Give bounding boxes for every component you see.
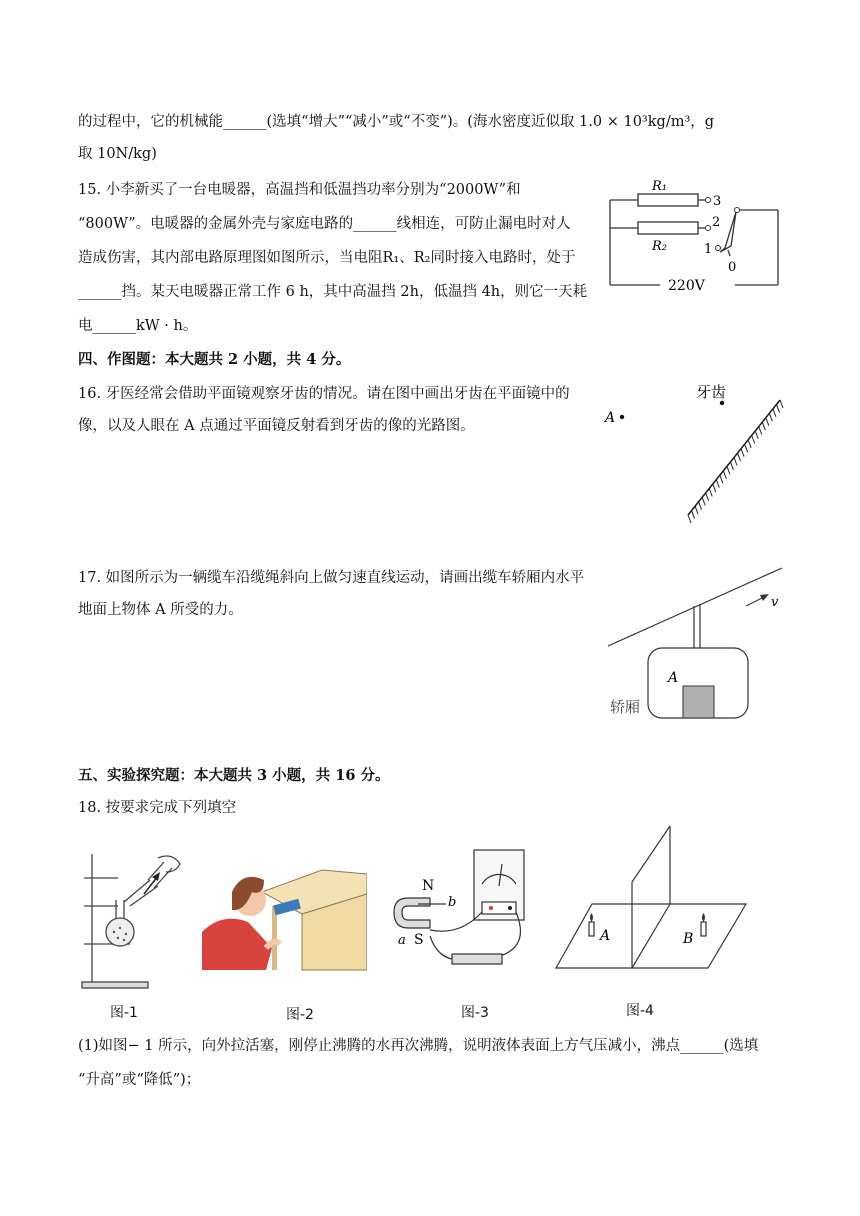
terminal-3: [706, 198, 711, 203]
q18-heading: 18. 按要求完成下列填空: [78, 800, 237, 816]
label-voltage: 220V: [668, 278, 705, 294]
cable-car-diagram: [606, 562, 786, 727]
resistor-r2: [638, 222, 698, 234]
caption-figure-2: 图-2: [286, 1007, 314, 1023]
label-cabin: 轿厢: [610, 698, 641, 716]
mirror-hatch-mark: [709, 488, 712, 496]
mirror-hatch-mark: [720, 475, 723, 483]
mirror-hatch-mark: [727, 466, 730, 474]
mirror-hatch-mark: [716, 480, 719, 488]
mirror-diagram: [600, 380, 790, 525]
circuit-diagram: [600, 170, 790, 295]
label-v: v: [771, 595, 779, 610]
figure-3-galvanometer: [390, 846, 540, 976]
figure-2-girl: [202, 852, 367, 972]
caption-figure-3: 图-3: [461, 1005, 489, 1021]
switch-pivot: [735, 208, 740, 213]
q15-line-3: 造成伤害，其内部电路原理图如图所示，当电阻R₁、R₂同时接入电路时，处于: [78, 250, 576, 266]
q16-line-1: 16. 牙医经常会借助平面镜观察牙齿的情况。请在图中画出牙齿在平面镜中的: [78, 386, 570, 402]
resistor-r1: [638, 194, 698, 206]
label-candle-a: A: [600, 928, 611, 944]
terminal-1: [716, 246, 721, 251]
mirror-hatch-mark: [713, 484, 716, 492]
caption-figure-1: 图-1: [110, 1005, 138, 1021]
caption-figure-4: 图-4: [626, 1003, 654, 1019]
mirror-hatch-mark: [734, 458, 737, 466]
mirror-hatch-mark: [759, 427, 762, 435]
figure-1-flask: [78, 850, 188, 990]
q18-1-line-b: “升高”或“降低”)；: [78, 1072, 201, 1088]
q15-line-5: 电______kW · h。: [78, 318, 198, 334]
label-s: S: [414, 932, 424, 948]
text-line-1: 的过程中，它的机械能______(选填“增大”“减小”或“不变”)。(海水密度近似取 1.0 × 10³kg/m³，g: [78, 114, 715, 130]
q15-line-1: 15. 小李新买了一台电暖器，高温挡和低温挡功率分别为“2000W”和: [78, 182, 521, 198]
mirror-hatch-mark: [741, 449, 744, 457]
q18-1-line-a: (1)如图− 1 所示，向外拉活塞，刚停止沸腾的水再次沸腾，说明液体表面上方气压减小，沸点______(选填: [78, 1038, 759, 1054]
label-terminal-1: 1: [704, 242, 713, 257]
mirror-hatch-mark: [748, 440, 751, 448]
mirror-hatch-mark: [752, 435, 755, 443]
mirror-hatch-mark: [766, 418, 769, 426]
section-4-heading: 四、作图题：本大题共 2 小题，共 4 分。: [78, 351, 351, 368]
mirror-hatch-mark: [738, 453, 741, 461]
label-tooth: 牙齿: [696, 383, 727, 401]
figure-4-candles: [552, 822, 752, 972]
mirror-hatch-mark: [780, 400, 783, 408]
label-terminal-3: 3: [713, 194, 722, 209]
terminal-2: [706, 226, 711, 231]
section-5-heading: 五、实验探究题：本大题共 3 小题，共 16 分。: [78, 767, 390, 784]
tooth-point: [720, 401, 724, 405]
mirror-hatch-mark: [776, 404, 779, 412]
mirror-hatch-mark: [702, 497, 705, 505]
mirror-hatch-mark: [745, 444, 748, 452]
label-b-wire: b: [448, 895, 457, 910]
label-r1: R₁: [652, 179, 667, 194]
label-object-a: A: [668, 670, 679, 686]
label-terminal-2: 2: [712, 215, 721, 230]
q17-line-1: 17. 如图所示为一辆缆车沿缆绳斜向上做匀速直线运动，请画出缆车轿厢内水平: [78, 570, 585, 586]
cable: [608, 568, 782, 646]
label-n: N: [422, 878, 435, 894]
label-terminal-0: 0: [728, 260, 737, 275]
mirror-hatch-mark: [706, 493, 709, 501]
object-a: [683, 686, 714, 718]
label-a-wire: a: [398, 933, 406, 948]
q16-line-2: 像，以及人眼在 A 点通过平面镜反射看到牙齿的像的光路图。: [78, 418, 475, 434]
mirror-hatch-mark: [699, 502, 702, 510]
mirror-hatch-mark: [723, 471, 726, 479]
label-r2: R₂: [652, 239, 667, 254]
mirror-hatch-mark: [688, 515, 691, 523]
mirror-hatch-mark: [769, 413, 772, 421]
mirror-hatch-mark: [773, 409, 776, 417]
text-line-2: 取 10N/kg): [78, 146, 157, 162]
q15-line-2: “800W”。电暖器的金属外壳与家庭电路的______线相连，可防止漏电时对人: [78, 216, 571, 232]
mirror-hatch-mark: [730, 462, 733, 470]
q15-line-4: ______挡。某天电暖器正常工作 6 h，其中高温挡 2h，低温挡 4h，则它一天耗: [78, 284, 588, 300]
mirror-hatch-mark: [755, 431, 758, 439]
mirror-hatch-mark: [695, 506, 698, 514]
mirror-hatch-mark: [762, 422, 765, 430]
label-candle-b: B: [683, 931, 694, 947]
point-a: [620, 415, 624, 419]
q17-line-2: 地面上物体 A 所受的力。: [78, 602, 243, 618]
mirror-hatch-mark: [692, 511, 695, 519]
label-a: A: [605, 410, 616, 426]
